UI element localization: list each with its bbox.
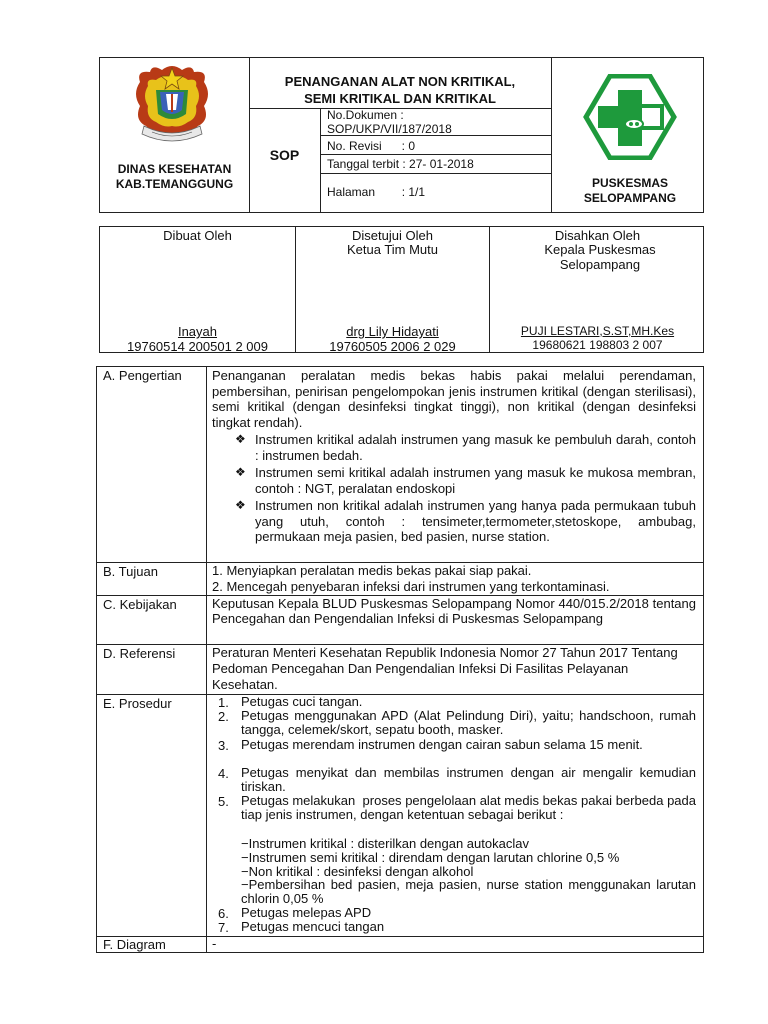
doc-title-line2: SEMI KRITIKAL DAN KRITIKAL — [304, 91, 496, 106]
label-diagram: F. Diagram — [103, 937, 166, 952]
no-revisi: No. Revisi : 0 — [327, 139, 416, 153]
prosedur-step-7 — [212, 920, 696, 934]
bullet-text: Instrumen kritikal adalah instrumen yang masuk ke pembuluh darah, contoh : instrumen bedah. — [255, 432, 696, 463]
puskesmas-logo — [582, 74, 678, 160]
approved-by-name: drg Lily Hidayati — [346, 324, 439, 339]
doc-title-line1: PENANGANAN ALAT NON KRITIKAL, — [284, 74, 516, 89]
step-text: Petugas menyikat dan membilas instrumen dengan air mengalir kemudian tiriskan. — [241, 765, 696, 794]
step-text: Petugas menggunakan APD (Alat Pelindung Diri), yaitu; handschoon, rumah tangga, celemek/skort, sepatu booth, masker. — [241, 708, 696, 737]
header-table — [99, 57, 704, 213]
no-dokumen-value: SOP/UKP/VII/187/2018 — [327, 122, 452, 136]
label-kebijakan: C. Kebijakan — [103, 597, 177, 612]
prosedur-step-4 — [212, 766, 696, 794]
prosedur-sub-4: −Pembersihan bed pasien, meja pasien, nurse station menggunakan larutan chlorin 0,05 % — [241, 877, 696, 906]
sop-label: SOP — [269, 147, 300, 163]
ratified-by-nip: 19680621 198803 2 007 — [532, 338, 663, 352]
diagram-value: - — [212, 936, 217, 951]
step-text: Petugas melepas APD — [241, 905, 372, 920]
step-num: 2. — [218, 709, 229, 724]
label-pengertian: A. Pengertian — [103, 368, 182, 383]
step-num: 4. — [218, 766, 229, 781]
referensi-text: Peraturan Menteri Kesehatan Republik Indonesia Nomor 27 Tahun 2017 Tentang Pedoman Pencegahan Dan Pengendalian Infeksi Di Fasilitas Pelayanan Kesehatan. — [212, 645, 678, 692]
puskesmas-name: PUSKESMAS SELOPAMPANG — [583, 176, 677, 205]
content-table — [96, 366, 704, 953]
regency-logo — [130, 60, 214, 150]
prosedur-step-3 — [212, 738, 696, 752]
step-text: Petugas merendam instrumen dengan cairan sabun selama 15 menit. — [241, 737, 643, 752]
bullet-text: Instrumen non kritikal adalah instrumen yang hanya pada permukaan tubuh yang utuh, contoh : tensimeter,termometer,stetoskope, ambubag, permukaan meja pasien, bed pasien, nurse station. — [255, 498, 696, 544]
pengertian-bullet-1 — [235, 432, 696, 463]
pengertian-bullet-3 — [235, 498, 696, 545]
prosedur-sub-2: −Instrumen semi kritikal : direndam dengan larutan chlorine 0,5 % — [241, 850, 620, 865]
diamond-bullet-icon: ❖ — [235, 432, 246, 446]
approved-by-subtitle: Ketua Tim Mutu — [346, 242, 439, 257]
prosedur-sub-3: −Non kritikal : desinfeksi dengan alkohol — [241, 864, 474, 879]
tanggal-terbit: Tanggal terbit : 27- 01-2018 — [327, 157, 474, 171]
step-num: 5. — [218, 794, 229, 809]
step-num: 7. — [218, 920, 229, 935]
prosedur-step-2 — [212, 709, 696, 737]
tujuan-item-2: 2. Mencegah penyebaran infeksi dari instrumen yang terkontaminasi. — [212, 579, 610, 594]
prosedur-sub-1: −Instrumen kritikal : disterilkan dengan autokaclav — [241, 836, 529, 851]
diamond-bullet-icon: ❖ — [235, 498, 246, 512]
step-num: 3. — [218, 738, 229, 753]
bullet-text: Instrumen semi kritikal adalah instrumen yang masuk ke mukosa membran, contoh : NGT, peralatan endoskopi — [255, 465, 696, 496]
label-referensi: D. Referensi — [103, 646, 176, 661]
ratified-by-name: PUJI LESTARI,S.ST,MH.Kes — [520, 324, 675, 338]
label-tujuan: B. Tujuan — [103, 564, 158, 579]
step-num: 1. — [218, 695, 229, 710]
diamond-bullet-icon: ❖ — [235, 465, 246, 479]
prosedur-step-6 — [212, 906, 696, 920]
step-text: Petugas cuci tangan. — [241, 694, 363, 709]
pengertian-bullet-2 — [235, 465, 696, 496]
tujuan-item-1: 1. Menyiapkan peralatan medis bekas pakai siap pakai. — [212, 563, 532, 578]
pengertian-intro: Penanganan peralatan medis bekas habis pakai melalui perendaman, pembersihan, penirisan pengelompokan jenis instrumen kritikal (dengan sterilisasi), semi kritikal (dengan desinfeksi tingkat tinggi), non kritikal (dengan desinfeksi tingkat rendah). — [212, 368, 696, 430]
halaman: Halaman : 1/1 — [327, 185, 426, 199]
made-by-title: Dibuat Oleh — [163, 228, 232, 243]
approval-table — [99, 226, 704, 353]
step-text: Petugas mencuci tangan — [241, 919, 385, 934]
approved-by-nip: 19760505 2006 2 029 — [329, 339, 456, 354]
step-num: 6. — [218, 906, 229, 921]
label-prosedur: E. Prosedur — [103, 696, 172, 711]
agency-name: DINAS KESEHATAN KAB.TEMANGGUNG — [115, 162, 234, 191]
step-text: Petugas melakukan proses pengelolaan alat medis bekas pakai berbeda pada tiap jenis instrumen, dengan ketentuan sebagai berikut : — [241, 793, 700, 822]
made-by-name: Inayah — [177, 324, 218, 339]
kebijakan-text: Keputusan Kepala BLUD Puskesmas Selopampang Nomor 440/015.2/2018 tentang Pencegahan dan Pengendalian Infeksi di Puskesmas Selopampang — [212, 596, 696, 626]
ratified-by-subtitle: Kepala Puskesmas Selopampang — [544, 242, 656, 272]
approved-by-title: Disetujui Oleh — [352, 228, 433, 243]
made-by-nip: 19760514 200501 2 009 — [127, 339, 268, 354]
ratified-by-title: Disahkan Oleh — [554, 228, 641, 243]
prosedur-step-5 — [212, 793, 700, 822]
prosedur-step-1 — [212, 695, 696, 709]
no-dokumen-label: No.Dokumen : — [327, 108, 404, 122]
